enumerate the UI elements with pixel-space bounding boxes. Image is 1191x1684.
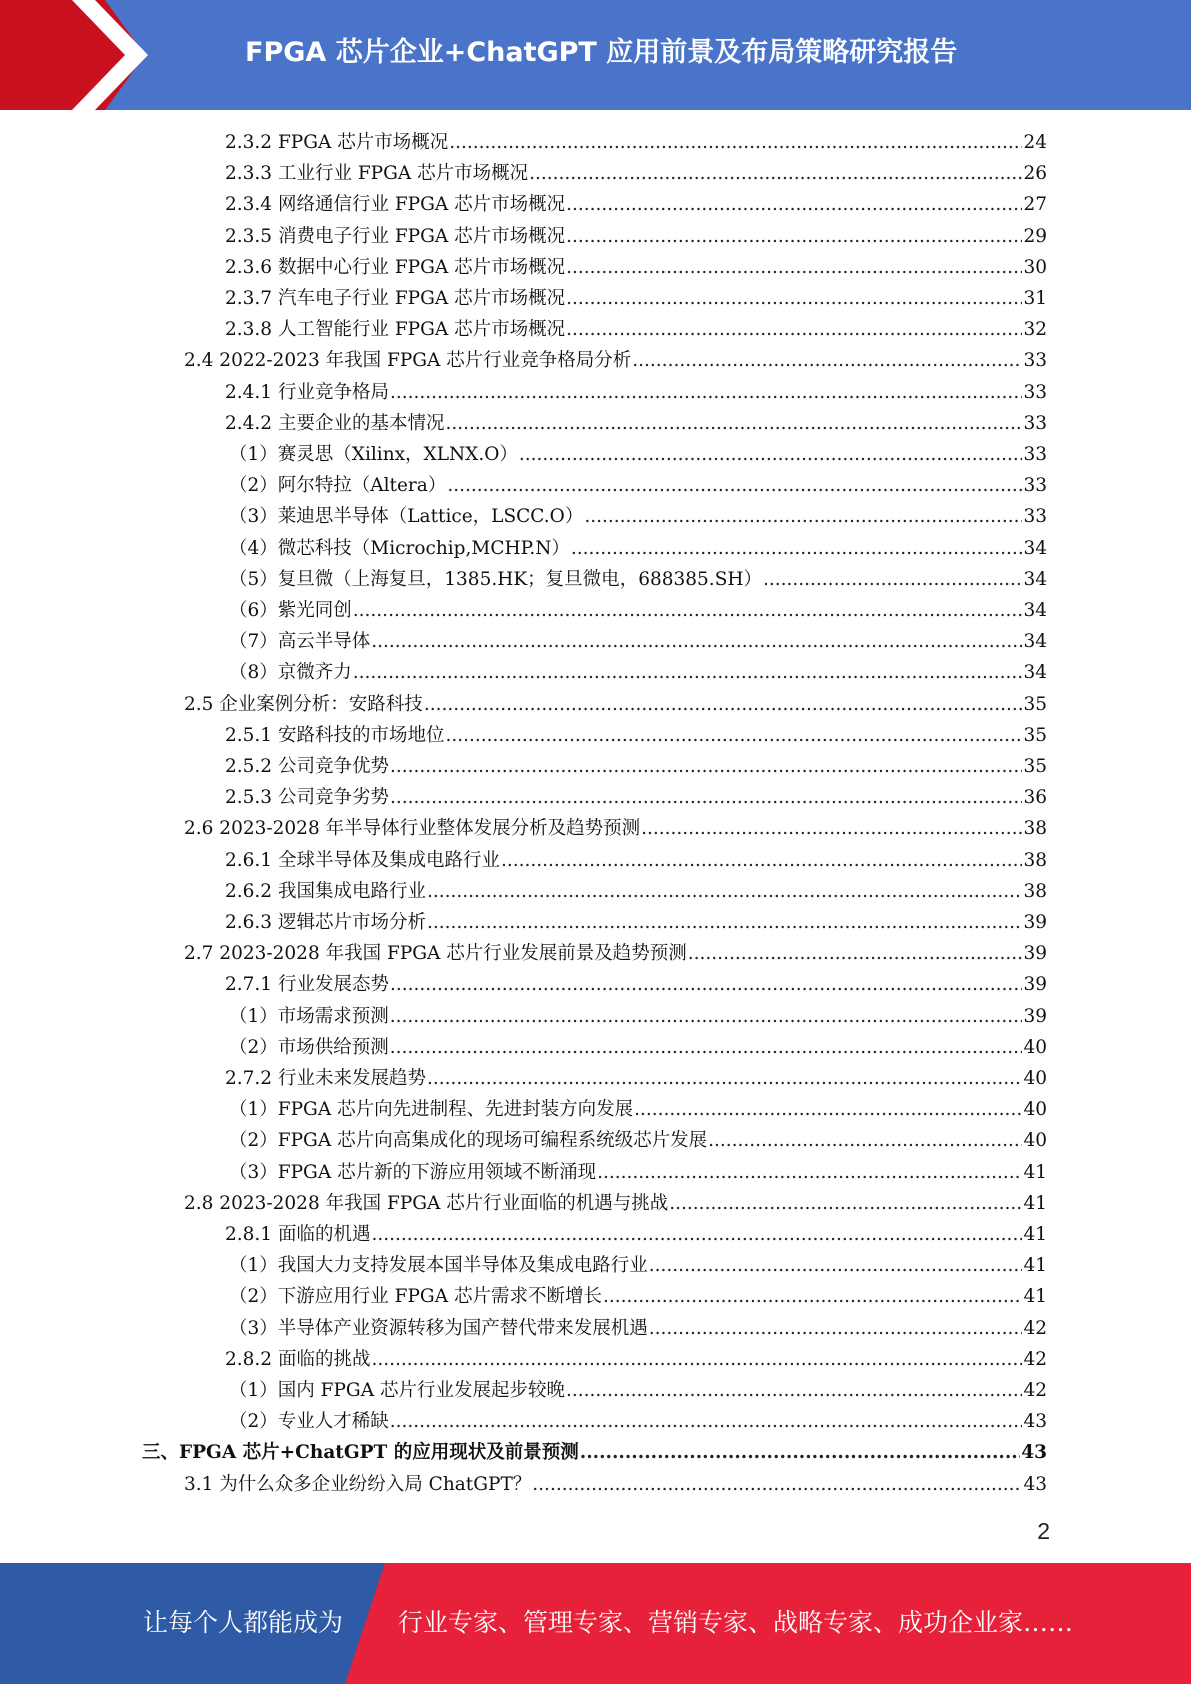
toc-entry-title: 2.4.1 行业竞争格局: [225, 381, 389, 403]
toc-entry-page: 34: [1023, 568, 1047, 590]
toc-entry-page: 41: [1023, 1255, 1047, 1277]
toc-entry-page: 40: [1023, 1068, 1047, 1089]
toc-dot-leader: [447, 470, 1022, 501]
toc-entry-title: 2.3.8 人工智能行业 FPGA 芯片市场概况: [225, 319, 566, 341]
toc-dot-leader: [566, 252, 1022, 283]
toc-entry-title: （3）半导体产业资源转移为国产替代带来发展机遇: [229, 1317, 648, 1339]
toc-dot-leader: [445, 408, 1022, 439]
toc-entry-page: 34: [1023, 662, 1047, 684]
toc-entry-title: 2.3.6 数据中心行业 FPGA 芯片市场概况: [225, 256, 566, 278]
toc-entry-title: （8）京微齐力: [229, 662, 352, 684]
toc-entry-page: 33: [1023, 412, 1047, 434]
toc-entry[interactable]: [229, 626, 1047, 657]
toc-entry[interactable]: [229, 564, 1047, 595]
toc-dot-leader: [634, 1094, 1022, 1125]
toc-entry-page: 33: [1023, 444, 1047, 465]
toc-dot-leader: [371, 626, 1022, 657]
toc-entry-title: 2.8 2023-2028 年我国 FPGA 芯片行业面临的机遇与挑战: [184, 1192, 669, 1214]
page-number: 2: [1037, 1518, 1050, 1544]
toc-dot-leader: [427, 876, 1022, 907]
toc-entry-page: 39: [1023, 974, 1047, 996]
toc-entry-title: 2.4.2 主要企业的基本情况: [225, 412, 445, 434]
toc-entry-title: （2）市场供给预测: [229, 1036, 389, 1058]
toc-entry[interactable]: [229, 1001, 1047, 1032]
toc-entry-title: （3）莱迪思半导体（Lattice，LSCC.O）: [229, 506, 584, 528]
toc-dot-leader: [566, 221, 1022, 252]
toc-entry-title: （1）国内 FPGA 芯片行业发展起步较晚: [229, 1380, 565, 1401]
toc-dot-leader: [390, 969, 1022, 1000]
toc-entry-page: 42: [1023, 1317, 1047, 1339]
toc-entry[interactable]: [229, 1094, 1047, 1125]
toc-entry[interactable]: [229, 1157, 1047, 1188]
toc-entry-page: 38: [1023, 849, 1047, 871]
toc-entry-page: 41: [1023, 1192, 1047, 1214]
toc-entry[interactable]: [184, 689, 1047, 720]
toc-dot-leader: [649, 1313, 1023, 1344]
toc-entry-page: 36: [1023, 787, 1047, 809]
toc-entry-page: 31: [1023, 288, 1047, 309]
toc-entry-page: 40: [1023, 1130, 1047, 1152]
toc-dot-leader: [708, 1125, 1022, 1156]
toc-entry-page: 34: [1023, 631, 1047, 653]
toc-dot-leader: [390, 751, 1022, 782]
toc-entry-page: 43: [1023, 1473, 1047, 1495]
toc-entry-page: 41: [1023, 1161, 1047, 1183]
toc-entry-title: （1）赛灵思（Xilinx，XLNX.O）: [229, 444, 518, 465]
toc-entry[interactable]: [225, 1063, 1047, 1094]
toc-entry-title: （1）市场需求预测: [229, 1005, 389, 1027]
toc-entry-page: 32: [1023, 319, 1047, 341]
toc-entry[interactable]: [184, 938, 1047, 969]
toc-entry[interactable]: [225, 283, 1047, 314]
footer-slogan-left: 让每个人都能成为: [143, 1608, 344, 1637]
toc-entry-page: 35: [1023, 724, 1047, 746]
toc-dot-leader: [390, 1001, 1023, 1032]
toc-dot-leader: [566, 314, 1022, 345]
toc-dot-leader: [603, 1281, 1022, 1312]
toc-entry-page: 42: [1023, 1380, 1047, 1401]
toc-dot-leader: [353, 595, 1023, 626]
toc-entry-title: 2.3.5 消费电子行业 FPGA 芯片市场概况: [225, 225, 566, 247]
toc-dot-leader: [532, 1469, 1022, 1500]
toc-dot-leader: [427, 1063, 1022, 1094]
toc-entry[interactable]: [225, 782, 1047, 813]
toc-dot-leader: [580, 1437, 1020, 1468]
toc-dot-leader: [649, 1250, 1023, 1281]
toc-dot-leader: [390, 782, 1022, 813]
toc-dot-leader: [669, 1188, 1022, 1219]
toc-dot-leader: [449, 127, 1022, 158]
toc-entry[interactable]: [184, 1469, 1047, 1500]
footer-slogan-right: 行业专家、管理专家、营销专家、战略专家、成功企业家……: [398, 1608, 1074, 1637]
toc-entry-title: 2.6.2 我国集成电路行业: [225, 880, 426, 902]
toc-dot-leader: [566, 283, 1022, 314]
toc-entry-page: 34: [1023, 600, 1047, 621]
toc-entry[interactable]: [229, 533, 1047, 564]
toc-entry-title: 三、FPGA 芯片+ChatGPT 的应用现状及前景预测: [142, 1442, 579, 1464]
toc-entry[interactable]: [225, 408, 1047, 439]
toc-entry[interactable]: [225, 1344, 1047, 1375]
toc-entry[interactable]: [225, 969, 1047, 1000]
toc-entry-title: 2.3.2 FPGA 芯片市场概况: [225, 132, 449, 153]
page-header: [0, 0, 1191, 110]
toc-entry-page: 41: [1023, 1224, 1047, 1245]
toc-entry-title: （2）专业人才稀缺: [229, 1411, 389, 1433]
toc-entry[interactable]: [229, 1125, 1047, 1156]
toc-entry-title: （6）紫光同创: [229, 600, 352, 621]
toc-entry[interactable]: [229, 1032, 1047, 1063]
toc-dot-leader: [566, 1375, 1022, 1406]
toc-dot-leader: [632, 345, 1022, 376]
toc-dot-leader: [390, 1406, 1023, 1437]
toc-entry[interactable]: [142, 1437, 1047, 1468]
toc-entry-page: 30: [1023, 256, 1047, 278]
toc-entry[interactable]: [225, 314, 1047, 345]
toc-entry-page: 40: [1023, 1099, 1047, 1121]
toc-entry-page: 33: [1023, 475, 1047, 497]
toc-entry[interactable]: [225, 377, 1047, 408]
toc-entry-title: 2.6.3 逻辑芯片市场分析: [225, 912, 426, 933]
toc-entry-title: （3）FPGA 芯片新的下游应用领域不断涌现: [229, 1161, 597, 1183]
toc-dot-leader: [597, 1157, 1022, 1188]
toc-entry[interactable]: [229, 657, 1047, 688]
toc-entry-title: （2）阿尔特拉（Altera）: [229, 475, 447, 497]
toc-entry-title: 3.1 为什么众多企业纷纷入局 ChatGPT？: [184, 1473, 532, 1495]
toc-entry[interactable]: [225, 720, 1047, 751]
toc-dot-leader: [584, 501, 1022, 532]
toc-entry-title: （1）我国大力支持发展本国半导体及集成电路行业: [229, 1255, 648, 1277]
toc-dot-leader: [529, 158, 1022, 189]
toc-entry-page: 29: [1023, 225, 1047, 247]
toc-entry[interactable]: [225, 1219, 1047, 1250]
toc-dot-leader: [501, 845, 1022, 876]
toc-entry[interactable]: [229, 1375, 1047, 1406]
toc-entry-page: 26: [1023, 163, 1047, 185]
toc-entry[interactable]: [184, 813, 1047, 844]
toc-entry[interactable]: [225, 876, 1047, 907]
toc-entry-title: （4）微芯科技（Microchip,MCHP.N）: [229, 537, 570, 559]
toc-entry-title: 2.7.2 行业未来发展趋势: [225, 1068, 426, 1089]
toc-entry-title: 2.3.4 网络通信行业 FPGA 芯片市场概况: [225, 194, 566, 216]
toc-entry-title: （2）下游应用行业 FPGA 芯片需求不断增长: [229, 1286, 602, 1308]
toc-entry-page: 39: [1023, 1005, 1047, 1027]
toc-entry-page: 34: [1023, 537, 1047, 559]
toc-entry[interactable]: [229, 1281, 1047, 1312]
toc-entry-title: （2）FPGA 芯片向高集成化的现场可编程系统级芯片发展: [229, 1130, 708, 1152]
toc-entry-page: 33: [1023, 506, 1047, 528]
toc-entry-title: 2.5.1 安路科技的市场地位: [225, 724, 445, 746]
toc-dot-leader: [427, 907, 1022, 938]
toc-dot-leader: [519, 439, 1023, 470]
toc-entry[interactable]: [229, 595, 1047, 626]
toc-entry-page: 39: [1023, 943, 1047, 965]
toc-entry[interactable]: [229, 439, 1047, 470]
toc-entry[interactable]: [225, 127, 1047, 158]
toc-dot-leader: [390, 377, 1022, 408]
toc-entry-page: 24: [1023, 132, 1047, 153]
toc-entry-page: 41: [1023, 1286, 1047, 1308]
toc-entry[interactable]: [229, 470, 1047, 501]
toc-dot-leader: [390, 1032, 1023, 1063]
toc-entry[interactable]: [229, 1250, 1047, 1281]
toc-entry-page: 40: [1023, 1036, 1047, 1058]
toc-entry-page: 33: [1023, 350, 1047, 372]
toc-entry[interactable]: [225, 158, 1047, 189]
toc-dot-leader: [445, 720, 1022, 751]
report-title: FPGA 芯片企业+ChatGPT 应用前景及布局策略研究报告: [245, 37, 958, 68]
toc-entry-title: 2.5.3 公司竞争劣势: [225, 787, 389, 809]
toc-entry-title: 2.5.2 公司竞争优势: [225, 756, 389, 777]
toc-dot-leader: [688, 938, 1023, 969]
toc-entry[interactable]: [225, 221, 1047, 252]
toc-entry[interactable]: [229, 1406, 1047, 1437]
toc-entry-title: 2.6 2023-2028 年半导体行业整体发展分析及趋势预测: [184, 818, 641, 840]
toc-entry-page: 38: [1023, 818, 1047, 840]
toc-entry-page: 35: [1023, 756, 1047, 777]
toc-entry[interactable]: [184, 1188, 1047, 1219]
toc-entry-title: （5）复旦微（上海复旦，1385.HK；复旦微电，688385.SH）: [229, 568, 762, 590]
toc-entry-title: （7）高云半导体: [229, 631, 371, 653]
toc-dot-leader: [353, 657, 1023, 688]
toc-entry-title: 2.8.1 面临的机遇: [225, 1224, 371, 1245]
toc-dot-leader: [641, 813, 1022, 844]
toc-entry-page: 42: [1023, 1348, 1047, 1370]
toc-entry-title: 2.8.2 面临的挑战: [225, 1348, 371, 1370]
toc-entry[interactable]: [229, 1313, 1047, 1344]
toc-entry-page: 43: [1021, 1442, 1047, 1464]
toc-entry-title: （1）FPGA 芯片向先进制程、先进封装方向发展: [229, 1099, 634, 1121]
page-footer: [0, 1563, 1191, 1684]
toc-dot-leader: [371, 1219, 1022, 1250]
toc-entry-page: 33: [1023, 381, 1047, 403]
toc-dot-leader: [566, 189, 1022, 220]
toc-entry-title: 2.6.1 全球半导体及集成电路行业: [225, 849, 500, 871]
toc-entry-page: 39: [1023, 912, 1047, 933]
toc-entry[interactable]: [229, 501, 1047, 532]
toc-entry[interactable]: [225, 252, 1047, 283]
toc-dot-leader: [371, 1344, 1022, 1375]
toc-entry-title: 2.7 2023-2028 年我国 FPGA 芯片行业发展前景及趋势预测: [184, 943, 687, 965]
toc-entry-page: 35: [1023, 693, 1047, 715]
toc-entry[interactable]: [225, 189, 1047, 220]
toc-entry-title: 2.3.7 汽车电子行业 FPGA 芯片市场概况: [225, 288, 566, 309]
toc-entry-title: 2.3.3 工业行业 FPGA 芯片市场概况: [225, 163, 529, 185]
toc-entry[interactable]: [225, 751, 1047, 782]
toc-entry[interactable]: [225, 845, 1047, 876]
toc-entry-page: 27: [1023, 194, 1047, 216]
toc-entry[interactable]: [225, 907, 1047, 938]
toc-entry-title: 2.5 企业案例分析：安路科技: [184, 693, 423, 715]
toc-dot-leader: [424, 689, 1023, 720]
toc-entry-title: 2.7.1 行业发展态势: [225, 974, 389, 996]
toc-dot-leader: [763, 564, 1022, 595]
toc-dot-leader: [571, 533, 1023, 564]
toc-entry[interactable]: [184, 345, 1047, 376]
toc-entry-page: 38: [1023, 880, 1047, 902]
toc-entry-page: 43: [1023, 1411, 1047, 1433]
toc-entry-title: 2.4 2022-2023 年我国 FPGA 芯片行业竞争格局分析: [184, 350, 632, 372]
